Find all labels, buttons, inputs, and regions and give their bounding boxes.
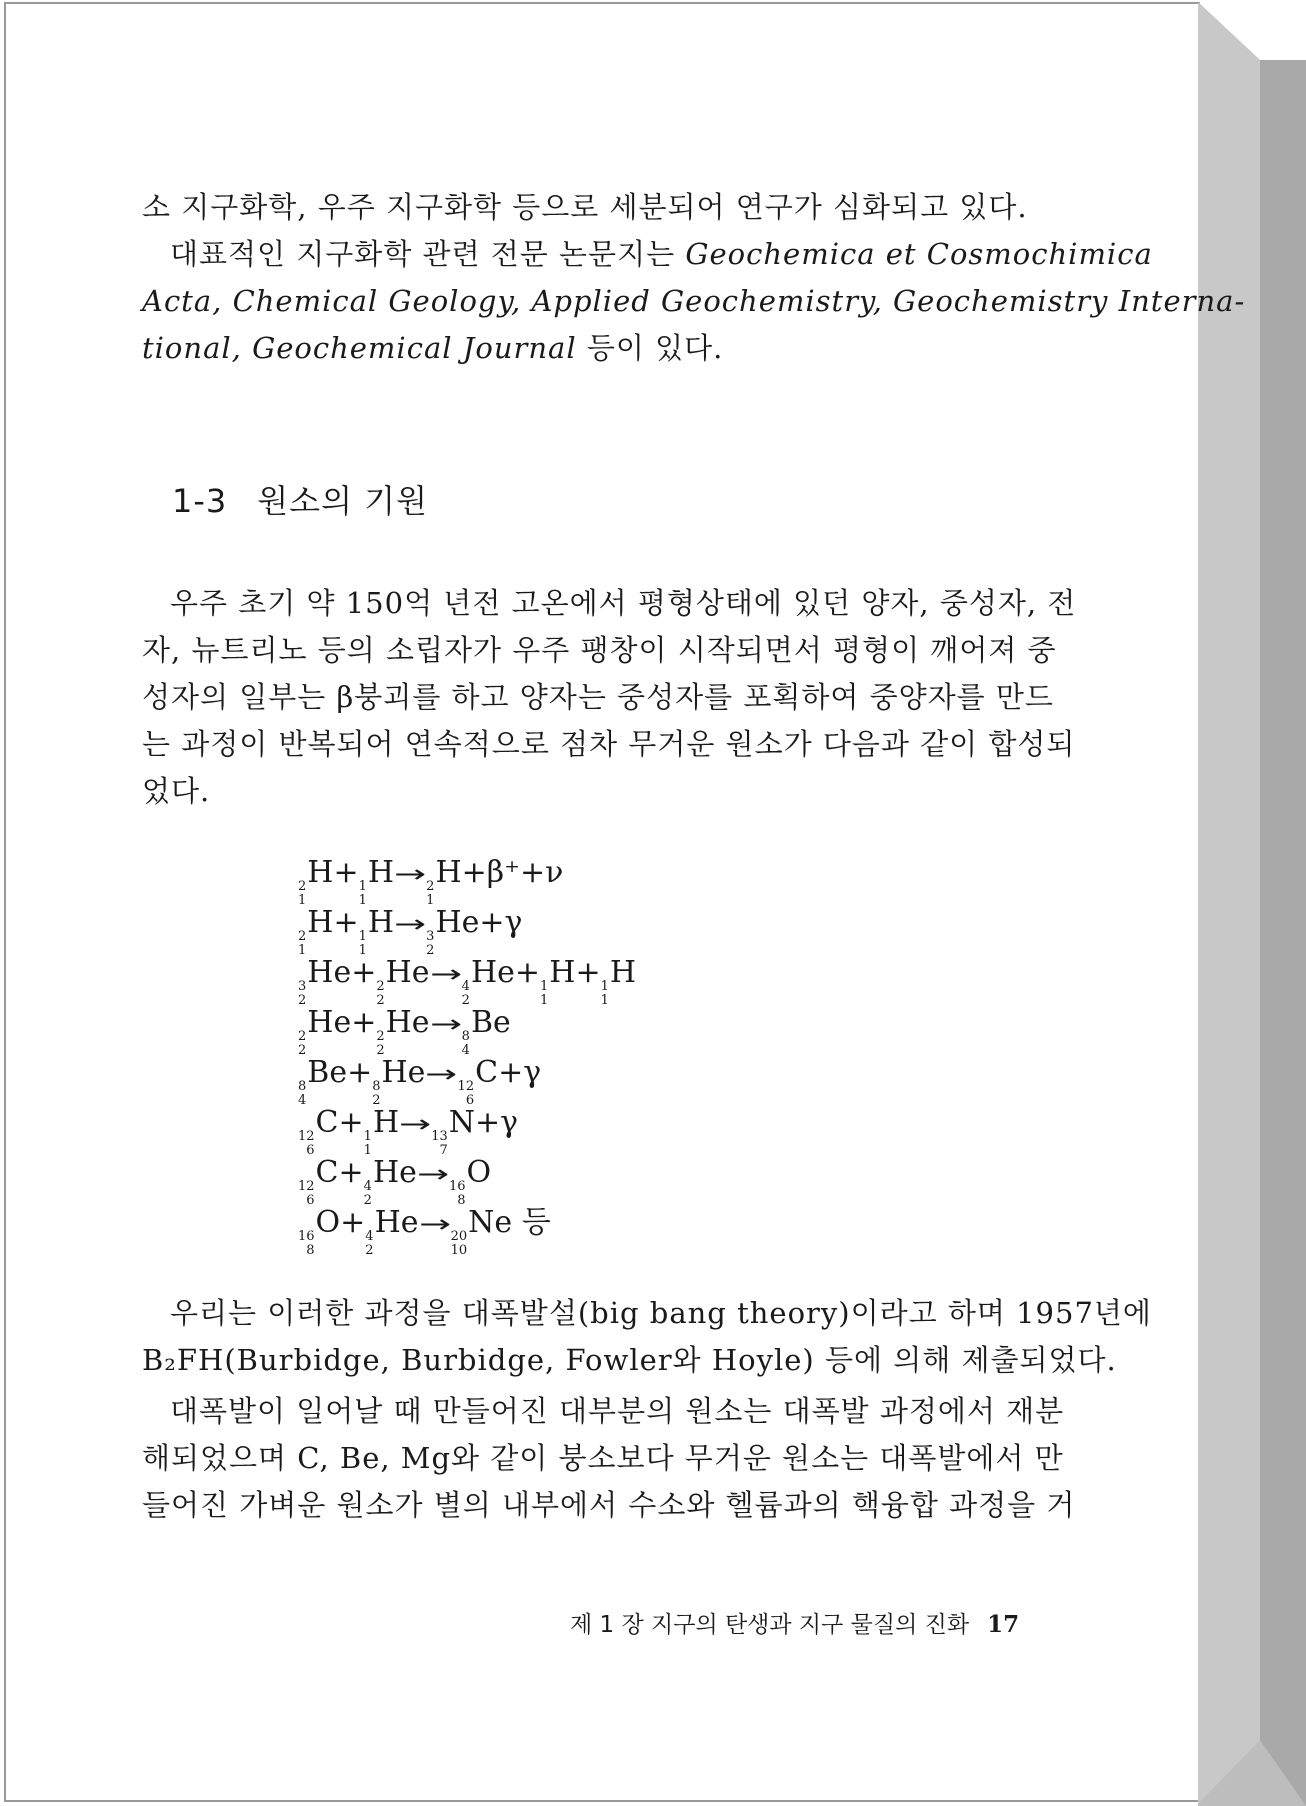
symbol: 등 (512, 1205, 551, 1240)
para1-line: 었다. (142, 774, 211, 808)
operator-plus: + (338, 1155, 364, 1190)
para3-line: 들어진 가벼운 원소가 별의 내부에서 수소와 헬륨과의 핵융합 과정을 거 (142, 1488, 1076, 1522)
reaction-arrow-icon: → (418, 1210, 451, 1238)
reaction-arrow-icon: → (394, 860, 427, 888)
intro-line-2: 대표적인 지구화학 관련 전문 논문지는 Geochemica et Cosmochimica (170, 237, 1153, 271)
nuclide: 2 1 H (298, 905, 334, 958)
intro-line-1: 소 지구화학, 우주 지구화학 등으로 세분되어 연구가 심화되고 있다. (142, 190, 1028, 224)
nuclide: 1 1 H (358, 905, 395, 958)
para2-line: B₂FH(Burbidge, Burbidge, Fowler와 Hoyle) 등에 의해 제출되었다. (142, 1343, 1117, 1377)
operator-plus: + (479, 905, 505, 940)
nuclide: 20 10 Ne (450, 1205, 513, 1258)
symbol: β⁺ (486, 855, 520, 890)
nuclide: 13 7 N (431, 1105, 476, 1158)
nuclide: 4 2 He (365, 1205, 419, 1258)
para1-line: 자, 뉴트리노 등의 소립자가 우주 팽창이 시작되면서 평형이 깨어져 중 (142, 633, 1057, 667)
paragraph-2 (142, 1290, 1152, 1384)
section-title: 원소의 기원 (257, 482, 428, 520)
para1-line: 성자의 일부는 β붕괴를 하고 양자는 중성자를 포획하여 중양자를 만드 (142, 680, 1054, 714)
reaction-equation (298, 898, 636, 958)
reaction-equation (298, 848, 636, 908)
symbol: γ (504, 905, 523, 940)
reaction-equation (298, 1198, 636, 1258)
paragraph-1 (142, 580, 1077, 815)
reaction-arrow-icon: → (429, 1010, 462, 1038)
nuclide: 12 6 C (298, 1105, 339, 1158)
nuclide: 1 1 H (540, 955, 576, 1008)
para1-line: 우주 초기 약 150억 년전 고온에서 평형상태에 있던 양자, 중성자, 전 (170, 586, 1077, 620)
intro-line-3: Acta, Chemical Geology, Applied Geochemistry, Geochemistry Interna- (142, 284, 1246, 318)
footer-chapter: 제 1 장 지구의 탄생과 지구 물질의 진화 (570, 1612, 970, 1638)
paragraph-3 (142, 1388, 1076, 1529)
nuclide: 2 1 H (426, 855, 462, 908)
nuclide: 8 2 He (372, 1055, 426, 1108)
para3-line: 대폭발이 일어날 때 만들어진 대부분의 원소는 대폭발 과정에서 재분 (170, 1394, 1065, 1428)
symbol: γ (500, 1105, 519, 1140)
operator-plus: + (333, 855, 359, 890)
operator-plus: + (351, 1005, 377, 1040)
operator-plus: + (340, 1205, 366, 1240)
nuclide: 4 2 He (461, 955, 515, 1008)
nuclide: 1 1 H (600, 955, 637, 1008)
reaction-equation (298, 1148, 636, 1208)
operator-plus: + (347, 1055, 373, 1090)
para3-line: 해되었으며 C, Be, Mg와 같이 붕소보다 무거운 원소는 대폭발에서 만 (142, 1441, 1064, 1475)
para2-line: 우리는 이러한 과정을 대폭발설(big bang theory)이라고 하며 1957년에 (170, 1296, 1152, 1330)
operator-plus: + (338, 1105, 364, 1140)
nuclide: 8 4 Be (298, 1055, 348, 1108)
nuclide: 12 6 C (298, 1155, 339, 1208)
reaction-arrow-icon: → (429, 960, 462, 988)
book-side-edge (1198, 0, 1306, 1806)
nuclide: 8 4 Be (461, 1005, 511, 1058)
nuclide: 3 2 He (298, 955, 352, 1008)
operator-plus: + (351, 955, 377, 990)
symbol: ν (545, 855, 564, 890)
nuclide: 1 1 H (363, 1105, 400, 1158)
reaction-arrow-icon: → (416, 1160, 450, 1188)
operator-plus: + (575, 955, 601, 990)
nuclide: 3 2 He (426, 905, 480, 958)
reaction-equation (298, 998, 636, 1058)
reaction-arrow-icon: → (399, 1110, 432, 1138)
nuclide: 1 1 H (358, 855, 395, 908)
reaction-arrow-icon: → (425, 1060, 458, 1088)
nuclide: 16 8 O (448, 1155, 492, 1208)
reaction-equation (298, 948, 637, 1008)
section-heading (172, 476, 428, 522)
nuclide: 2 2 He (376, 955, 430, 1008)
para1-line: 는 과정이 반복되어 연속적으로 점차 무거운 원소가 다음과 같이 합성되 (142, 727, 1076, 761)
nuclide: 16 8 O (298, 1205, 341, 1258)
nuclide: 12 6 C (457, 1055, 499, 1108)
operator-plus: + (498, 1055, 524, 1090)
nuclide: 2 2 He (298, 1005, 352, 1058)
operator-plus: + (461, 855, 487, 890)
intro-line-4: tional, Geochemical Journal 등이 있다. (142, 331, 724, 365)
reaction-arrow-icon: → (394, 910, 427, 938)
nuclide: 2 1 H (298, 855, 334, 908)
operator-plus: + (514, 955, 540, 990)
reaction-equation (298, 1048, 636, 1108)
nuclide: 2 2 He (376, 1005, 430, 1058)
page-number: 17 (987, 1611, 1020, 1638)
nuclide: 4 2 He (363, 1155, 417, 1208)
reaction-equation (298, 1098, 636, 1158)
equation-list (298, 848, 637, 1258)
operator-plus: + (475, 1105, 501, 1140)
page-footer (570, 1606, 1019, 1639)
operator-plus: + (333, 905, 359, 940)
symbol: γ (523, 1055, 542, 1090)
intro-paragraph (142, 184, 1246, 372)
operator-plus: + (519, 855, 546, 890)
section-number: 1-3 (172, 482, 228, 520)
